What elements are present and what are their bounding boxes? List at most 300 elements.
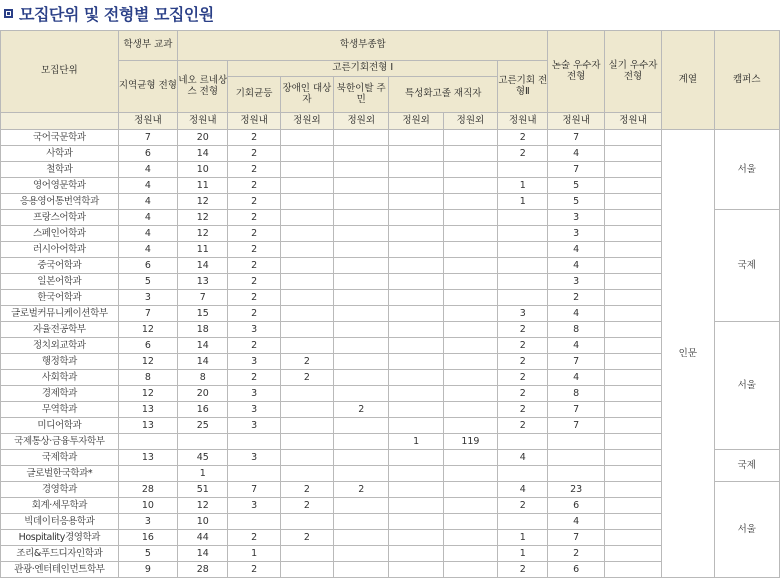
quota-cell xyxy=(443,562,497,578)
quota-cell xyxy=(280,178,333,194)
department-name: 조리&푸드디자인학과 xyxy=(1,546,119,562)
header-quota-type: 정원외 xyxy=(443,113,497,130)
quota-cell: 12 xyxy=(178,498,228,514)
quota-cell xyxy=(443,226,497,242)
quota-cell: 119 xyxy=(443,434,497,450)
quota-cell: 14 xyxy=(178,146,228,162)
department-name: 스페인어학과 xyxy=(1,226,119,242)
quota-cell xyxy=(604,146,661,162)
quota-cell xyxy=(334,418,389,434)
quota-cell: 8 xyxy=(118,370,177,386)
quota-cell xyxy=(334,562,389,578)
header-unit: 모집단위 xyxy=(1,31,119,113)
quota-cell: 2 xyxy=(228,130,280,146)
quota-cell: 9 xyxy=(118,562,177,578)
quota-cell xyxy=(443,450,497,466)
quota-cell: 12 xyxy=(178,226,228,242)
quota-cell xyxy=(280,514,333,530)
quota-cell xyxy=(443,178,497,194)
quota-cell: 28 xyxy=(118,482,177,498)
quota-cell xyxy=(498,242,548,258)
department-name: 사회학과 xyxy=(1,370,119,386)
quota-cell xyxy=(280,290,333,306)
quota-cell: 2 xyxy=(498,322,548,338)
quota-cell xyxy=(604,130,661,146)
quota-cell xyxy=(604,226,661,242)
quota-cell: 4 xyxy=(498,482,548,498)
quota-cell xyxy=(334,338,389,354)
department-name: 관광·엔터테인먼트학부 xyxy=(1,562,119,578)
quota-cell xyxy=(280,466,333,482)
quota-cell xyxy=(334,210,389,226)
quota-cell xyxy=(389,498,443,514)
quota-cell xyxy=(604,290,661,306)
quota-cell xyxy=(443,386,497,402)
section-title xyxy=(0,0,780,26)
quota-cell: 8 xyxy=(548,322,604,338)
header-quota-type: 정원내 xyxy=(498,113,548,130)
quota-cell: 7 xyxy=(548,418,604,434)
campus-cell: 서울 xyxy=(714,322,780,450)
quota-cell xyxy=(334,498,389,514)
header-gyogwa: 학생부 교과 xyxy=(118,31,177,61)
quota-cell xyxy=(178,434,228,450)
quota-cell: 4 xyxy=(548,146,604,162)
quota-cell xyxy=(389,546,443,562)
quota-cell: 14 xyxy=(178,338,228,354)
department-name: Hospitality경영학과 xyxy=(1,530,119,546)
quota-cell: 4 xyxy=(118,226,177,242)
department-name: 국제통상·금융투자학부 xyxy=(1,434,119,450)
quota-cell: 2 xyxy=(498,146,548,162)
quota-cell: 10 xyxy=(178,162,228,178)
quota-cell xyxy=(334,306,389,322)
quota-cell xyxy=(334,514,389,530)
quota-cell: 12 xyxy=(178,194,228,210)
header-disabled: 장애인 대상자 xyxy=(280,77,333,113)
quota-cell: 2 xyxy=(228,178,280,194)
department-name: 한국어학과 xyxy=(1,290,119,306)
department-name: 국어국문학과 xyxy=(1,130,119,146)
quota-cell xyxy=(604,546,661,562)
header-quota-type: 정원외 xyxy=(280,113,333,130)
quota-cell: 2 xyxy=(498,402,548,418)
quota-cell xyxy=(389,466,443,482)
quota-cell xyxy=(498,466,548,482)
square-bullet-icon xyxy=(4,9,13,18)
quota-cell: 5 xyxy=(118,546,177,562)
quota-cell xyxy=(389,130,443,146)
quota-cell: 2 xyxy=(228,226,280,242)
quota-cell: 2 xyxy=(334,402,389,418)
quota-cell xyxy=(389,402,443,418)
quota-cell xyxy=(334,450,389,466)
quota-cell xyxy=(334,194,389,210)
campus-cell: 국제 xyxy=(714,210,780,322)
quota-cell: 2 xyxy=(228,562,280,578)
quota-cell xyxy=(498,226,548,242)
quota-cell xyxy=(334,162,389,178)
quota-cell xyxy=(443,274,497,290)
quota-cell xyxy=(389,322,443,338)
quota-cell xyxy=(389,514,443,530)
quota-cell: 2 xyxy=(228,258,280,274)
quota-cell xyxy=(498,258,548,274)
header-campus: 캠퍼스 xyxy=(714,31,780,130)
header-essay: 논술 우수자 전형 xyxy=(548,31,604,113)
quota-cell xyxy=(498,514,548,530)
quota-cell xyxy=(389,178,443,194)
quota-cell: 15 xyxy=(178,306,228,322)
header-quota-type: 정원내 xyxy=(228,113,280,130)
quota-cell: 3 xyxy=(548,210,604,226)
quota-cell: 6 xyxy=(548,498,604,514)
header-quota-type: 정원내 xyxy=(548,113,604,130)
quota-cell: 4 xyxy=(118,242,177,258)
quota-cell xyxy=(389,354,443,370)
quota-cell: 4 xyxy=(548,242,604,258)
campus-cell: 서울 xyxy=(714,482,780,578)
quota-cell xyxy=(604,402,661,418)
quota-cell: 2 xyxy=(498,130,548,146)
header-field: 계열 xyxy=(662,31,714,130)
quota-cell: 28 xyxy=(178,562,228,578)
quota-cell xyxy=(604,386,661,402)
quota-cell xyxy=(334,242,389,258)
quota-cell: 3 xyxy=(228,402,280,418)
quota-cell xyxy=(334,370,389,386)
quota-cell: 13 xyxy=(178,274,228,290)
header-quota-type: 정원내 xyxy=(178,113,228,130)
quota-cell: 2 xyxy=(228,290,280,306)
quota-cell xyxy=(443,146,497,162)
quota-cell xyxy=(228,434,280,450)
quota-cell: 4 xyxy=(548,306,604,322)
quota-cell xyxy=(228,514,280,530)
department-name: 글로벌커뮤니케이션학부 xyxy=(1,306,119,322)
department-name: 회계·세무학과 xyxy=(1,498,119,514)
quota-cell xyxy=(389,370,443,386)
department-name: 영어영문학과 xyxy=(1,178,119,194)
quota-cell xyxy=(280,194,333,210)
quota-cell xyxy=(280,258,333,274)
quota-cell: 51 xyxy=(178,482,228,498)
quota-cell: 3 xyxy=(228,386,280,402)
quota-cell xyxy=(443,418,497,434)
quota-cell xyxy=(334,226,389,242)
department-name: 사학과 xyxy=(1,146,119,162)
quota-cell xyxy=(280,130,333,146)
quota-cell: 45 xyxy=(178,450,228,466)
quota-cell xyxy=(443,482,497,498)
quota-cell: 13 xyxy=(118,402,177,418)
quota-cell xyxy=(389,226,443,242)
quota-cell: 2 xyxy=(280,354,333,370)
quota-cell: 12 xyxy=(118,322,177,338)
quota-cell: 2 xyxy=(498,562,548,578)
quota-cell: 23 xyxy=(548,482,604,498)
quota-cell: 44 xyxy=(178,530,228,546)
quota-cell xyxy=(604,306,661,322)
quota-cell xyxy=(498,434,548,450)
quota-cell: 2 xyxy=(334,482,389,498)
quota-cell: 4 xyxy=(118,210,177,226)
quota-cell: 3 xyxy=(498,306,548,322)
department-name: 국제학과 xyxy=(1,450,119,466)
quota-cell xyxy=(389,418,443,434)
quota-cell: 2 xyxy=(280,370,333,386)
quota-cell: 2 xyxy=(498,370,548,386)
quota-cell xyxy=(280,386,333,402)
header-opportunity: 기회균등 xyxy=(228,77,280,113)
quota-cell: 13 xyxy=(118,418,177,434)
quota-cell: 3 xyxy=(228,450,280,466)
quota-cell xyxy=(604,274,661,290)
quota-cell xyxy=(334,274,389,290)
quota-cell xyxy=(389,562,443,578)
quota-cell xyxy=(498,274,548,290)
quota-cell: 4 xyxy=(548,370,604,386)
quota-cell: 8 xyxy=(548,386,604,402)
quota-cell xyxy=(280,146,333,162)
quota-cell xyxy=(389,258,443,274)
quota-cell xyxy=(443,258,497,274)
quota-cell xyxy=(334,322,389,338)
quota-cell xyxy=(443,210,497,226)
header-vocational: 특성화고졸 재직자 xyxy=(389,77,498,113)
quota-cell xyxy=(498,290,548,306)
quota-cell: 7 xyxy=(548,130,604,146)
department-name: 프랑스어학과 xyxy=(1,210,119,226)
quota-cell xyxy=(389,290,443,306)
quota-cell: 20 xyxy=(178,130,228,146)
quota-cell: 3 xyxy=(228,418,280,434)
quota-cell: 4 xyxy=(548,338,604,354)
campus-cell: 서울 xyxy=(714,130,780,210)
quota-cell: 14 xyxy=(178,258,228,274)
department-name: 정치외교학과 xyxy=(1,338,119,354)
quota-cell xyxy=(334,386,389,402)
quota-cell: 6 xyxy=(548,562,604,578)
quota-cell: 7 xyxy=(118,306,177,322)
quota-cell: 1 xyxy=(389,434,443,450)
quota-cell: 7 xyxy=(548,530,604,546)
quota-cell: 2 xyxy=(228,306,280,322)
quota-cell xyxy=(443,322,497,338)
quota-cell: 7 xyxy=(118,130,177,146)
quota-cell xyxy=(443,530,497,546)
quota-cell: 11 xyxy=(178,242,228,258)
quota-cell: 4 xyxy=(118,194,177,210)
quota-cell xyxy=(389,482,443,498)
quota-cell xyxy=(334,146,389,162)
quota-cell xyxy=(334,130,389,146)
quota-cell: 7 xyxy=(548,402,604,418)
quota-cell: 2 xyxy=(498,386,548,402)
header-equal1: 고른기회전형 Ⅰ xyxy=(228,61,498,77)
admission-quota-table xyxy=(0,30,780,578)
quota-cell xyxy=(280,562,333,578)
quota-cell: 6 xyxy=(118,258,177,274)
quota-cell: 8 xyxy=(178,370,228,386)
header-practical: 실기 우수자 전형 xyxy=(604,31,661,113)
department-name: 자율전공학부 xyxy=(1,322,119,338)
quota-cell xyxy=(604,466,661,482)
quota-cell: 5 xyxy=(548,194,604,210)
quota-cell xyxy=(604,450,661,466)
quota-cell xyxy=(334,290,389,306)
quota-cell: 2 xyxy=(548,290,604,306)
quota-cell: 3 xyxy=(228,354,280,370)
department-name: 철학과 xyxy=(1,162,119,178)
quota-cell: 1 xyxy=(498,194,548,210)
quota-cell xyxy=(443,514,497,530)
quota-cell xyxy=(443,498,497,514)
quota-cell xyxy=(280,450,333,466)
quota-cell: 16 xyxy=(178,402,228,418)
quota-cell xyxy=(334,434,389,450)
quota-cell: 2 xyxy=(228,370,280,386)
quota-cell xyxy=(604,514,661,530)
quota-cell: 2 xyxy=(228,210,280,226)
quota-cell: 2 xyxy=(498,418,548,434)
quota-cell: 4 xyxy=(548,514,604,530)
department-name: 행정학과 xyxy=(1,354,119,370)
quota-cell: 3 xyxy=(118,514,177,530)
quota-cell: 2 xyxy=(228,146,280,162)
quota-cell: 1 xyxy=(498,530,548,546)
quota-cell xyxy=(604,418,661,434)
quota-cell: 11 xyxy=(178,178,228,194)
quota-cell: 10 xyxy=(178,514,228,530)
header-jonghap: 학생부종합 xyxy=(178,31,548,61)
quota-cell xyxy=(548,434,604,450)
quota-cell: 6 xyxy=(118,146,177,162)
department-name: 경제학과 xyxy=(1,386,119,402)
quota-cell: 3 xyxy=(118,290,177,306)
quota-cell xyxy=(443,130,497,146)
quota-cell: 18 xyxy=(178,322,228,338)
quota-cell: 5 xyxy=(118,274,177,290)
quota-cell xyxy=(389,530,443,546)
header-defector: 북한이탈 주민 xyxy=(334,77,389,113)
header-equal2: 고른기회 전형Ⅱ xyxy=(498,61,548,113)
quota-cell xyxy=(389,242,443,258)
quota-cell xyxy=(443,546,497,562)
department-name: 러시아어학과 xyxy=(1,242,119,258)
quota-cell xyxy=(280,226,333,242)
quota-cell xyxy=(604,194,661,210)
quota-cell xyxy=(280,306,333,322)
header-regional: 지역균형 전형 xyxy=(118,61,177,113)
quota-cell xyxy=(604,354,661,370)
quota-cell xyxy=(280,338,333,354)
quota-cell xyxy=(604,178,661,194)
quota-cell: 6 xyxy=(118,338,177,354)
department-name: 일본어학과 xyxy=(1,274,119,290)
quota-cell xyxy=(604,258,661,274)
quota-cell xyxy=(280,322,333,338)
header-quota-type: 정원외 xyxy=(389,113,443,130)
quota-cell: 2 xyxy=(228,242,280,258)
quota-cell: 3 xyxy=(548,226,604,242)
quota-cell xyxy=(498,162,548,178)
quota-cell: 7 xyxy=(228,482,280,498)
quota-cell xyxy=(280,162,333,178)
title-text: 모집단위 및 전형별 모집인원 xyxy=(19,4,214,24)
quota-cell xyxy=(389,274,443,290)
quota-cell xyxy=(604,162,661,178)
quota-cell: 2 xyxy=(498,338,548,354)
quota-cell: 3 xyxy=(228,322,280,338)
quota-cell xyxy=(334,546,389,562)
quota-cell xyxy=(389,210,443,226)
quota-cell xyxy=(228,466,280,482)
quota-cell xyxy=(443,194,497,210)
quota-cell: 2 xyxy=(280,482,333,498)
quota-cell xyxy=(604,338,661,354)
department-name: 응용영어통번역학과 xyxy=(1,194,119,210)
quota-cell xyxy=(389,450,443,466)
quota-cell xyxy=(604,498,661,514)
quota-cell: 16 xyxy=(118,530,177,546)
quota-cell xyxy=(443,306,497,322)
quota-cell: 2 xyxy=(228,274,280,290)
quota-cell: 1 xyxy=(228,546,280,562)
quota-cell xyxy=(443,290,497,306)
header-quota-type: 정원내 xyxy=(118,113,177,130)
department-name: 중국어학과 xyxy=(1,258,119,274)
quota-cell xyxy=(280,402,333,418)
header-quota-type: 정원내 xyxy=(604,113,661,130)
quota-cell: 20 xyxy=(178,386,228,402)
quota-cell xyxy=(389,162,443,178)
quota-cell: 3 xyxy=(228,498,280,514)
quota-cell xyxy=(443,466,497,482)
quota-cell: 2 xyxy=(228,338,280,354)
quota-cell: 10 xyxy=(118,498,177,514)
quota-cell: 12 xyxy=(118,354,177,370)
quota-cell xyxy=(604,530,661,546)
header-quota-blank xyxy=(1,113,119,130)
quota-cell xyxy=(280,434,333,450)
quota-cell: 4 xyxy=(118,178,177,194)
quota-cell: 2 xyxy=(280,530,333,546)
quota-cell xyxy=(389,146,443,162)
quota-cell: 12 xyxy=(118,386,177,402)
quota-cell xyxy=(334,354,389,370)
quota-cell xyxy=(443,354,497,370)
quota-cell xyxy=(280,274,333,290)
quota-cell: 4 xyxy=(118,162,177,178)
header-neo: 네오 르네상스 전형 xyxy=(178,61,228,113)
quota-cell xyxy=(280,418,333,434)
quota-cell xyxy=(443,370,497,386)
quota-cell: 3 xyxy=(548,274,604,290)
quota-cell: 12 xyxy=(178,210,228,226)
quota-cell xyxy=(604,434,661,450)
department-name: 미디어학과 xyxy=(1,418,119,434)
quota-cell: 2 xyxy=(280,498,333,514)
quota-cell xyxy=(604,562,661,578)
quota-cell xyxy=(604,322,661,338)
quota-cell: 2 xyxy=(498,498,548,514)
quota-cell: 2 xyxy=(228,530,280,546)
quota-cell: 1 xyxy=(498,546,548,562)
quota-cell: 2 xyxy=(228,162,280,178)
quota-cell: 7 xyxy=(548,354,604,370)
quota-cell: 1 xyxy=(498,178,548,194)
